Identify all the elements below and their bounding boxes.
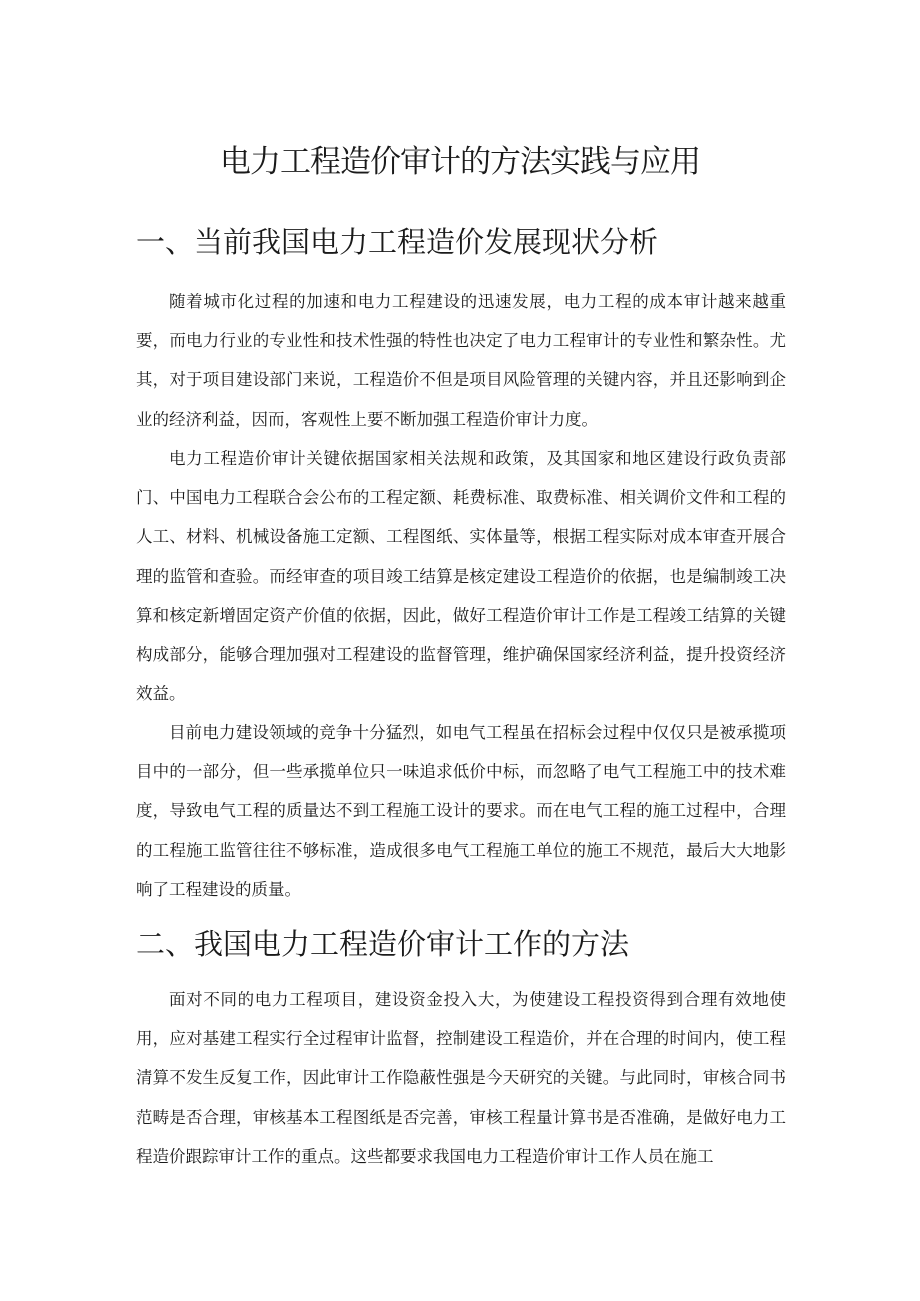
- section-1-paragraph-3: 目前电力建设领域的竞争十分猛烈，如电气工程虽在招标会过程中仅仅只是被承揽项目中的一部分，但一些承揽单位只一味追求低价中标，而忽略了电气工程施工中的技术难度，导致电气工程的质量达不到工程施工设计的要求。而在电气工程的施工过程中，合理的工程施工监管往往不够标准，造成很多电气工程施工单位的施工不规范，最后大大地影响了工程建设的质量。: [136, 723, 786, 899]
- section-1-heading: 一、当前我国电力工程造价发展现状分析: [136, 225, 659, 259]
- section-1-paragraph-2: 电力工程造价审计关键依据国家相关法规和政策，及其国家和地区建设行政负责部门、中国电力工程联合会公布的工程定额、耗费标准、取费标准、相关调价文件和工程的人工、材料、机械设备施工定额、工程图纸、实体量等，根据工程实际对成本审查开展合理的监管和查验。而经审查的项目竣工结算是核定建设工程造价的依据，也是编制竣工决算和核定新增固定资产价值的依据，因此，做好工程造价审计工作是工程竣工结算的关键构成部分，能够合理加强对工程建设的监督管理，维护确保国家经济利益，提升投资经济效益。: [136, 449, 786, 704]
- document-title: 电力工程造价审计的方法实践与应用: [220, 144, 700, 180]
- section-2-paragraph-1: 面对不同的电力工程项目，建设资金投入大，为使建设工程投资得到合理有效地使用，应对基建工程实行全过程审计监督，控制建设工程造价，并在合理的时间内，使工程清算不发生反复工作，因此审计工作隐蔽性强是今天研究的关键。与此同时，审核合同书范畴是否合理，审核基本工程图纸是否完善，审核工程量计算书是否准确，是做好电力工程造价跟踪审计工作的重点。这些都要求我国电力工程造价审计工作人员在施工: [136, 990, 786, 1166]
- section-2-heading: 二、我国电力工程造价审计工作的方法: [136, 927, 630, 961]
- section-1-paragraph-1: 随着城市化过程的加速和电力工程建设的迅速发展，电力工程的成本审计越来越重要，而电力行业的专业性和技术性强的特性也决定了电力工程审计的专业性和繁杂性。尤其，对于项目建设部门来说，工程造价不但是项目风险管理的关键内容，并且还影响到企业的经济利益，因而，客观性上要不断加强工程造价审计力度。: [136, 292, 786, 429]
